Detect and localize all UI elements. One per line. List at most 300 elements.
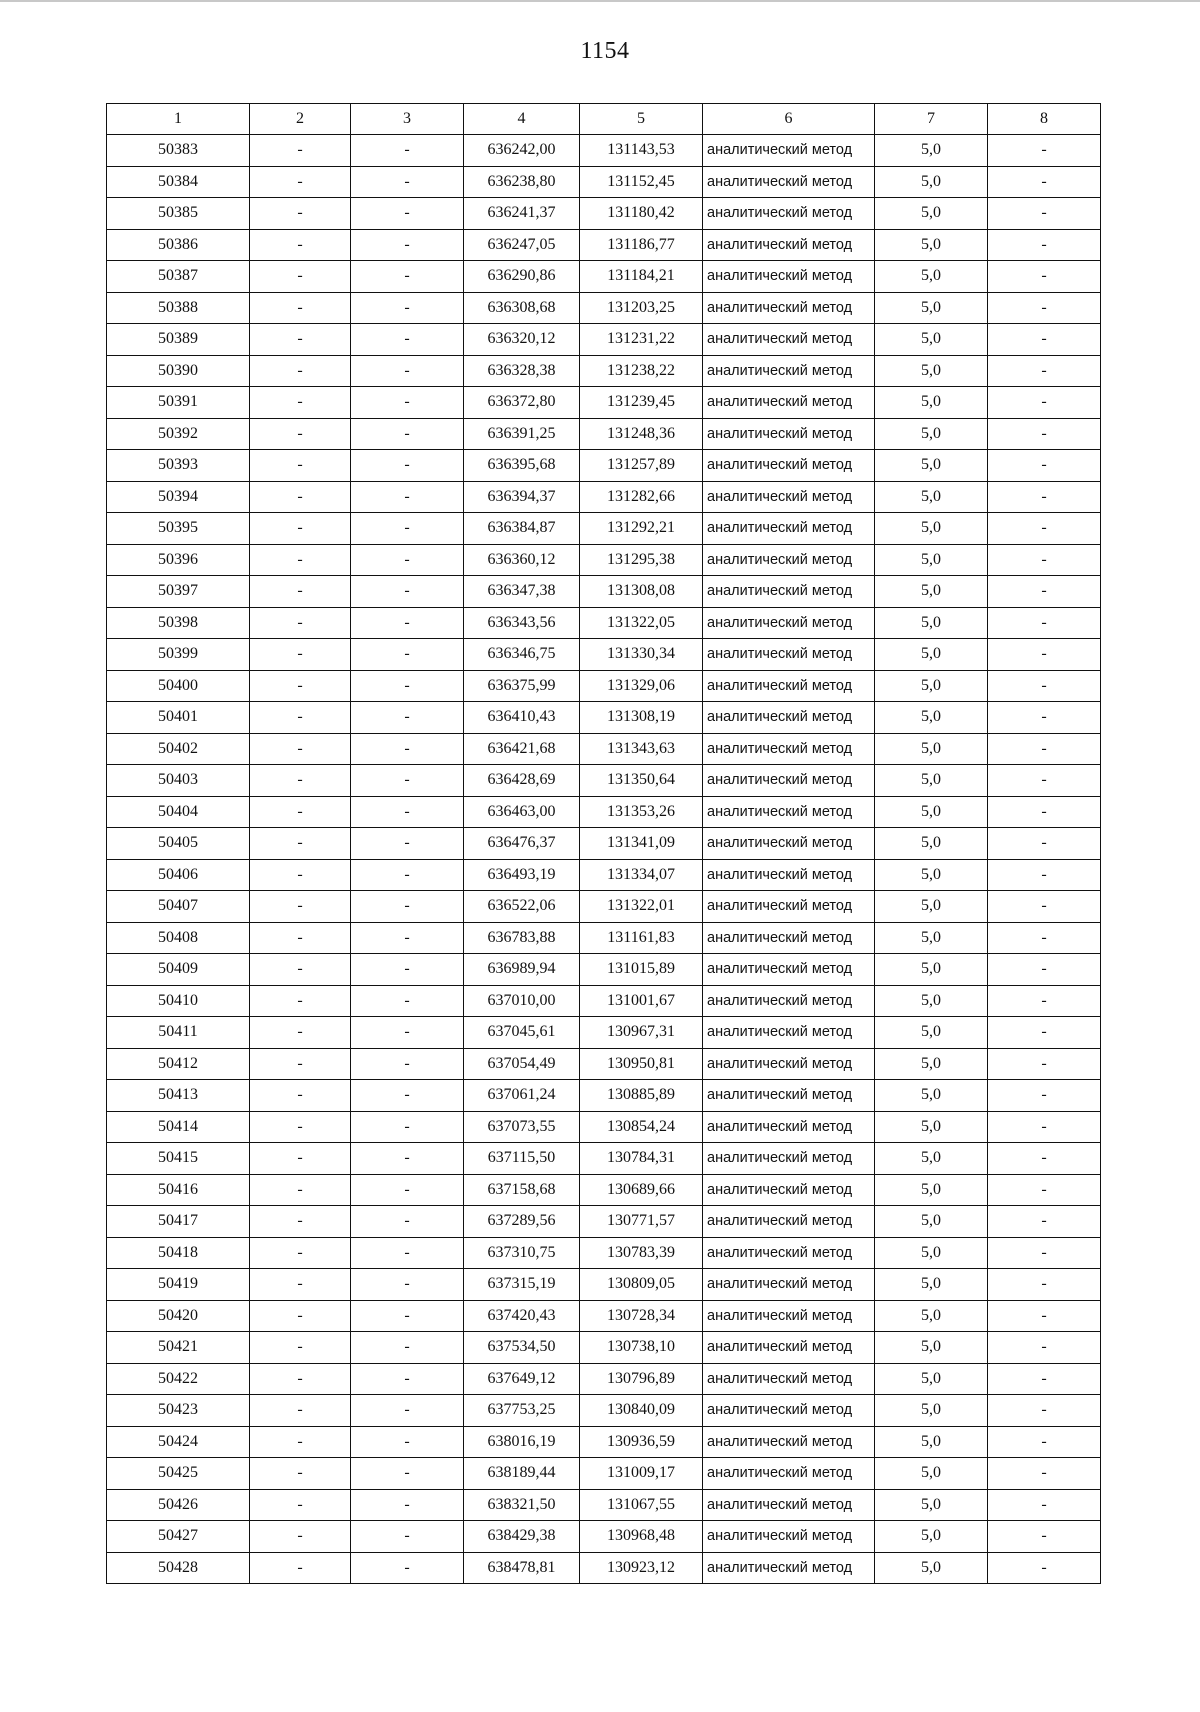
method-cell: аналитический метод [703, 324, 875, 356]
point-number-cell: 50420 [107, 1300, 250, 1332]
x-coordinate-cell: 637753,25 [464, 1395, 580, 1427]
col-8-value-cell: - [988, 828, 1101, 860]
x-coordinate-cell: 636493,19 [464, 859, 580, 891]
point-number-cell: 50384 [107, 166, 250, 198]
accuracy-cell: 5,0 [875, 1332, 988, 1364]
accuracy-cell: 5,0 [875, 576, 988, 608]
point-number-cell: 50389 [107, 324, 250, 356]
col-2-value-cell: - [250, 1237, 351, 1269]
y-coordinate-cell: 131009,17 [580, 1458, 703, 1490]
col-8-value-cell: - [988, 796, 1101, 828]
method-cell: аналитический метод [703, 1426, 875, 1458]
point-number-cell: 50388 [107, 292, 250, 324]
col-8-value-cell: - [988, 859, 1101, 891]
accuracy-cell: 5,0 [875, 1300, 988, 1332]
col-2-value-cell: - [250, 1080, 351, 1112]
method-cell: аналитический метод [703, 985, 875, 1017]
y-coordinate-cell: 130771,57 [580, 1206, 703, 1238]
table-row [107, 261, 1101, 293]
method-cell: аналитический метод [703, 229, 875, 261]
x-coordinate-cell: 636372,80 [464, 387, 580, 419]
col-3-value-cell: - [351, 765, 464, 797]
col-8-value-cell: - [988, 324, 1101, 356]
col-3-value-cell: - [351, 387, 464, 419]
accuracy-cell: 5,0 [875, 1017, 988, 1049]
col-3-value-cell: - [351, 702, 464, 734]
accuracy-cell: 5,0 [875, 481, 988, 513]
col-3-value-cell: - [351, 639, 464, 671]
table-row [107, 544, 1101, 576]
col-8-value-cell: - [988, 1300, 1101, 1332]
point-number-cell: 50408 [107, 922, 250, 954]
table-row [107, 670, 1101, 702]
y-coordinate-cell: 131322,01 [580, 891, 703, 923]
col-8-value-cell: - [988, 1363, 1101, 1395]
scan-top-edge [0, 0, 1200, 2]
method-cell: аналитический метод [703, 1332, 875, 1364]
y-coordinate-cell: 131295,38 [580, 544, 703, 576]
table-row [107, 985, 1101, 1017]
table-row [107, 324, 1101, 356]
col-8-value-cell: - [988, 1489, 1101, 1521]
table-row [107, 828, 1101, 860]
col-8-value-cell: - [988, 576, 1101, 608]
point-number-cell: 50399 [107, 639, 250, 671]
table-row [107, 1048, 1101, 1080]
col-2-value-cell: - [250, 1489, 351, 1521]
col-3-value-cell: - [351, 292, 464, 324]
col-8-value-cell: - [988, 387, 1101, 419]
col-3-value-cell: - [351, 355, 464, 387]
col-8-value-cell: - [988, 1048, 1101, 1080]
accuracy-cell: 5,0 [875, 1521, 988, 1553]
y-coordinate-cell: 131203,25 [580, 292, 703, 324]
point-number-cell: 50394 [107, 481, 250, 513]
col-2-value-cell: - [250, 765, 351, 797]
table-row [107, 702, 1101, 734]
col-3-value-cell: - [351, 1300, 464, 1332]
table-row [107, 639, 1101, 671]
table-row [107, 387, 1101, 419]
y-coordinate-cell: 130936,59 [580, 1426, 703, 1458]
point-number-cell: 50396 [107, 544, 250, 576]
header-cell-2: 2 [250, 104, 351, 135]
method-cell: аналитический метод [703, 1174, 875, 1206]
y-coordinate-cell: 131329,06 [580, 670, 703, 702]
x-coordinate-cell: 638429,38 [464, 1521, 580, 1553]
table-row [107, 1206, 1101, 1238]
method-cell: аналитический метод [703, 1552, 875, 1584]
accuracy-cell: 5,0 [875, 639, 988, 671]
table-row [107, 1237, 1101, 1269]
y-coordinate-cell: 131248,36 [580, 418, 703, 450]
col-3-value-cell: - [351, 324, 464, 356]
col-2-value-cell: - [250, 229, 351, 261]
col-2-value-cell: - [250, 891, 351, 923]
point-number-cell: 50405 [107, 828, 250, 860]
point-number-cell: 50400 [107, 670, 250, 702]
method-cell: аналитический метод [703, 1489, 875, 1521]
col-3-value-cell: - [351, 1332, 464, 1364]
x-coordinate-cell: 636346,75 [464, 639, 580, 671]
table-row [107, 355, 1101, 387]
col-3-value-cell: - [351, 229, 464, 261]
method-cell: аналитический метод [703, 1521, 875, 1553]
col-3-value-cell: - [351, 418, 464, 450]
col-8-value-cell: - [988, 1552, 1101, 1584]
x-coordinate-cell: 636242,00 [464, 135, 580, 167]
col-8-value-cell: - [988, 1332, 1101, 1364]
accuracy-cell: 5,0 [875, 1143, 988, 1175]
point-number-cell: 50404 [107, 796, 250, 828]
col-8-value-cell: - [988, 166, 1101, 198]
method-cell: аналитический метод [703, 639, 875, 671]
col-3-value-cell: - [351, 1395, 464, 1427]
accuracy-cell: 5,0 [875, 1489, 988, 1521]
accuracy-cell: 5,0 [875, 670, 988, 702]
accuracy-cell: 5,0 [875, 261, 988, 293]
col-2-value-cell: - [250, 135, 351, 167]
col-8-value-cell: - [988, 639, 1101, 671]
col-8-value-cell: - [988, 607, 1101, 639]
col-3-value-cell: - [351, 607, 464, 639]
col-8-value-cell: - [988, 891, 1101, 923]
y-coordinate-cell: 131161,83 [580, 922, 703, 954]
accuracy-cell: 5,0 [875, 1237, 988, 1269]
x-coordinate-cell: 637158,68 [464, 1174, 580, 1206]
accuracy-cell: 5,0 [875, 355, 988, 387]
point-number-cell: 50417 [107, 1206, 250, 1238]
col-8-value-cell: - [988, 922, 1101, 954]
table-row [107, 1552, 1101, 1584]
coordinates-table [106, 103, 1101, 1584]
y-coordinate-cell: 131180,42 [580, 198, 703, 230]
table-body [107, 135, 1101, 1584]
point-number-cell: 50397 [107, 576, 250, 608]
point-number-cell: 50409 [107, 954, 250, 986]
y-coordinate-cell: 131292,21 [580, 513, 703, 545]
table-row [107, 513, 1101, 545]
col-8-value-cell: - [988, 292, 1101, 324]
point-number-cell: 50414 [107, 1111, 250, 1143]
col-8-value-cell: - [988, 1269, 1101, 1301]
col-3-value-cell: - [351, 481, 464, 513]
x-coordinate-cell: 636241,37 [464, 198, 580, 230]
y-coordinate-cell: 130968,48 [580, 1521, 703, 1553]
method-cell: аналитический метод [703, 1237, 875, 1269]
method-cell: аналитический метод [703, 765, 875, 797]
col-8-value-cell: - [988, 1521, 1101, 1553]
y-coordinate-cell: 131330,34 [580, 639, 703, 671]
y-coordinate-cell: 131322,05 [580, 607, 703, 639]
col-2-value-cell: - [250, 1143, 351, 1175]
accuracy-cell: 5,0 [875, 324, 988, 356]
col-8-value-cell: - [988, 135, 1101, 167]
method-cell: аналитический метод [703, 607, 875, 639]
x-coordinate-cell: 638016,19 [464, 1426, 580, 1458]
x-coordinate-cell: 636522,06 [464, 891, 580, 923]
accuracy-cell: 5,0 [875, 450, 988, 482]
method-cell: аналитический метод [703, 1269, 875, 1301]
col-8-value-cell: - [988, 1174, 1101, 1206]
table-header [107, 104, 1101, 135]
col-8-value-cell: - [988, 985, 1101, 1017]
accuracy-cell: 5,0 [875, 954, 988, 986]
col-2-value-cell: - [250, 166, 351, 198]
y-coordinate-cell: 131257,89 [580, 450, 703, 482]
method-cell: аналитический метод [703, 859, 875, 891]
point-number-cell: 50393 [107, 450, 250, 482]
table-row [107, 1017, 1101, 1049]
header-row [107, 104, 1101, 135]
accuracy-cell: 5,0 [875, 922, 988, 954]
x-coordinate-cell: 638189,44 [464, 1458, 580, 1490]
x-coordinate-cell: 636783,88 [464, 922, 580, 954]
col-3-value-cell: - [351, 1111, 464, 1143]
y-coordinate-cell: 130728,34 [580, 1300, 703, 1332]
header-cell-3: 3 [351, 104, 464, 135]
y-coordinate-cell: 130784,31 [580, 1143, 703, 1175]
col-3-value-cell: - [351, 1426, 464, 1458]
method-cell: аналитический метод [703, 1206, 875, 1238]
method-cell: аналитический метод [703, 135, 875, 167]
col-2-value-cell: - [250, 1111, 351, 1143]
x-coordinate-cell: 637649,12 [464, 1363, 580, 1395]
accuracy-cell: 5,0 [875, 796, 988, 828]
y-coordinate-cell: 130796,89 [580, 1363, 703, 1395]
col-2-value-cell: - [250, 1300, 351, 1332]
col-2-value-cell: - [250, 1206, 351, 1238]
table-row [107, 733, 1101, 765]
x-coordinate-cell: 637310,75 [464, 1237, 580, 1269]
col-2-value-cell: - [250, 1521, 351, 1553]
table-row [107, 135, 1101, 167]
col-2-value-cell: - [250, 607, 351, 639]
x-coordinate-cell: 637045,61 [464, 1017, 580, 1049]
x-coordinate-cell: 636989,94 [464, 954, 580, 986]
y-coordinate-cell: 130967,31 [580, 1017, 703, 1049]
col-8-value-cell: - [988, 513, 1101, 545]
table-row [107, 607, 1101, 639]
accuracy-cell: 5,0 [875, 702, 988, 734]
x-coordinate-cell: 636247,05 [464, 229, 580, 261]
point-number-cell: 50401 [107, 702, 250, 734]
y-coordinate-cell: 130689,66 [580, 1174, 703, 1206]
accuracy-cell: 5,0 [875, 1048, 988, 1080]
header-cell-5: 5 [580, 104, 703, 135]
table-row [107, 1521, 1101, 1553]
point-number-cell: 50411 [107, 1017, 250, 1049]
col-8-value-cell: - [988, 1426, 1101, 1458]
table-row [107, 198, 1101, 230]
x-coordinate-cell: 636328,38 [464, 355, 580, 387]
col-2-value-cell: - [250, 261, 351, 293]
method-cell: аналитический метод [703, 576, 875, 608]
method-cell: аналитический метод [703, 954, 875, 986]
col-8-value-cell: - [988, 670, 1101, 702]
point-number-cell: 50423 [107, 1395, 250, 1427]
method-cell: аналитический метод [703, 702, 875, 734]
y-coordinate-cell: 131308,08 [580, 576, 703, 608]
y-coordinate-cell: 131186,77 [580, 229, 703, 261]
col-3-value-cell: - [351, 261, 464, 293]
accuracy-cell: 5,0 [875, 1111, 988, 1143]
col-2-value-cell: - [250, 639, 351, 671]
col-3-value-cell: - [351, 198, 464, 230]
col-3-value-cell: - [351, 1143, 464, 1175]
table-row [107, 1300, 1101, 1332]
table-row [107, 891, 1101, 923]
table-row [107, 418, 1101, 450]
col-3-value-cell: - [351, 544, 464, 576]
table-row [107, 1458, 1101, 1490]
accuracy-cell: 5,0 [875, 1174, 988, 1206]
table-row [107, 1080, 1101, 1112]
table-row [107, 166, 1101, 198]
col-8-value-cell: - [988, 1080, 1101, 1112]
y-coordinate-cell: 131184,21 [580, 261, 703, 293]
y-coordinate-cell: 131231,22 [580, 324, 703, 356]
table-row [107, 796, 1101, 828]
method-cell: аналитический метод [703, 1395, 875, 1427]
accuracy-cell: 5,0 [875, 1458, 988, 1490]
y-coordinate-cell: 131143,53 [580, 135, 703, 167]
method-cell: аналитический метод [703, 891, 875, 923]
header-cell-7: 7 [875, 104, 988, 135]
col-8-value-cell: - [988, 355, 1101, 387]
col-3-value-cell: - [351, 1017, 464, 1049]
x-coordinate-cell: 636384,87 [464, 513, 580, 545]
point-number-cell: 50410 [107, 985, 250, 1017]
x-coordinate-cell: 636463,00 [464, 796, 580, 828]
point-number-cell: 50422 [107, 1363, 250, 1395]
col-3-value-cell: - [351, 1080, 464, 1112]
header-cell-8: 8 [988, 104, 1101, 135]
method-cell: аналитический метод [703, 1143, 875, 1175]
table-row [107, 1426, 1101, 1458]
col-2-value-cell: - [250, 1332, 351, 1364]
x-coordinate-cell: 637054,49 [464, 1048, 580, 1080]
point-number-cell: 50415 [107, 1143, 250, 1175]
x-coordinate-cell: 637534,50 [464, 1332, 580, 1364]
y-coordinate-cell: 131341,09 [580, 828, 703, 860]
accuracy-cell: 5,0 [875, 828, 988, 860]
table-row [107, 954, 1101, 986]
x-coordinate-cell: 636290,86 [464, 261, 580, 293]
col-2-value-cell: - [250, 450, 351, 482]
y-coordinate-cell: 131238,22 [580, 355, 703, 387]
table-row [107, 1269, 1101, 1301]
point-number-cell: 50398 [107, 607, 250, 639]
y-coordinate-cell: 131239,45 [580, 387, 703, 419]
col-8-value-cell: - [988, 733, 1101, 765]
col-2-value-cell: - [250, 1458, 351, 1490]
point-number-cell: 50419 [107, 1269, 250, 1301]
col-8-value-cell: - [988, 954, 1101, 986]
col-8-value-cell: - [988, 261, 1101, 293]
col-3-value-cell: - [351, 576, 464, 608]
y-coordinate-cell: 130840,09 [580, 1395, 703, 1427]
x-coordinate-cell: 636428,69 [464, 765, 580, 797]
col-8-value-cell: - [988, 198, 1101, 230]
col-3-value-cell: - [351, 828, 464, 860]
col-2-value-cell: - [250, 702, 351, 734]
method-cell: аналитический метод [703, 1111, 875, 1143]
table-row [107, 1332, 1101, 1364]
point-number-cell: 50424 [107, 1426, 250, 1458]
method-cell: аналитический метод [703, 292, 875, 324]
method-cell: аналитический метод [703, 198, 875, 230]
col-8-value-cell: - [988, 1111, 1101, 1143]
col-3-value-cell: - [351, 1458, 464, 1490]
col-8-value-cell: - [988, 1458, 1101, 1490]
col-3-value-cell: - [351, 733, 464, 765]
y-coordinate-cell: 131308,19 [580, 702, 703, 734]
y-coordinate-cell: 130738,10 [580, 1332, 703, 1364]
accuracy-cell: 5,0 [875, 418, 988, 450]
col-3-value-cell: - [351, 450, 464, 482]
col-3-value-cell: - [351, 985, 464, 1017]
method-cell: аналитический метод [703, 1080, 875, 1112]
x-coordinate-cell: 637115,50 [464, 1143, 580, 1175]
method-cell: аналитический метод [703, 796, 875, 828]
method-cell: аналитический метод [703, 355, 875, 387]
col-2-value-cell: - [250, 828, 351, 860]
col-8-value-cell: - [988, 1143, 1101, 1175]
method-cell: аналитический метод [703, 1363, 875, 1395]
point-number-cell: 50421 [107, 1332, 250, 1364]
point-number-cell: 50426 [107, 1489, 250, 1521]
col-2-value-cell: - [250, 198, 351, 230]
x-coordinate-cell: 637073,55 [464, 1111, 580, 1143]
point-number-cell: 50418 [107, 1237, 250, 1269]
y-coordinate-cell: 131350,64 [580, 765, 703, 797]
col-3-value-cell: - [351, 796, 464, 828]
table-row [107, 765, 1101, 797]
col-3-value-cell: - [351, 1174, 464, 1206]
x-coordinate-cell: 636308,68 [464, 292, 580, 324]
col-3-value-cell: - [351, 513, 464, 545]
accuracy-cell: 5,0 [875, 135, 988, 167]
accuracy-cell: 5,0 [875, 1080, 988, 1112]
accuracy-cell: 5,0 [875, 198, 988, 230]
x-coordinate-cell: 636476,37 [464, 828, 580, 860]
x-coordinate-cell: 638478,81 [464, 1552, 580, 1584]
col-2-value-cell: - [250, 418, 351, 450]
accuracy-cell: 5,0 [875, 985, 988, 1017]
y-coordinate-cell: 131282,66 [580, 481, 703, 513]
table-row [107, 1143, 1101, 1175]
page-number: 1154 [580, 38, 630, 64]
accuracy-cell: 5,0 [875, 733, 988, 765]
col-2-value-cell: - [250, 1269, 351, 1301]
y-coordinate-cell: 130950,81 [580, 1048, 703, 1080]
col-8-value-cell: - [988, 229, 1101, 261]
point-number-cell: 50390 [107, 355, 250, 387]
accuracy-cell: 5,0 [875, 1269, 988, 1301]
method-cell: аналитический метод [703, 544, 875, 576]
accuracy-cell: 5,0 [875, 166, 988, 198]
point-number-cell: 50425 [107, 1458, 250, 1490]
col-8-value-cell: - [988, 1206, 1101, 1238]
point-number-cell: 50403 [107, 765, 250, 797]
x-coordinate-cell: 636320,12 [464, 324, 580, 356]
x-coordinate-cell: 637315,19 [464, 1269, 580, 1301]
point-number-cell: 50386 [107, 229, 250, 261]
header-cell-1: 1 [107, 104, 250, 135]
col-2-value-cell: - [250, 859, 351, 891]
x-coordinate-cell: 637010,00 [464, 985, 580, 1017]
